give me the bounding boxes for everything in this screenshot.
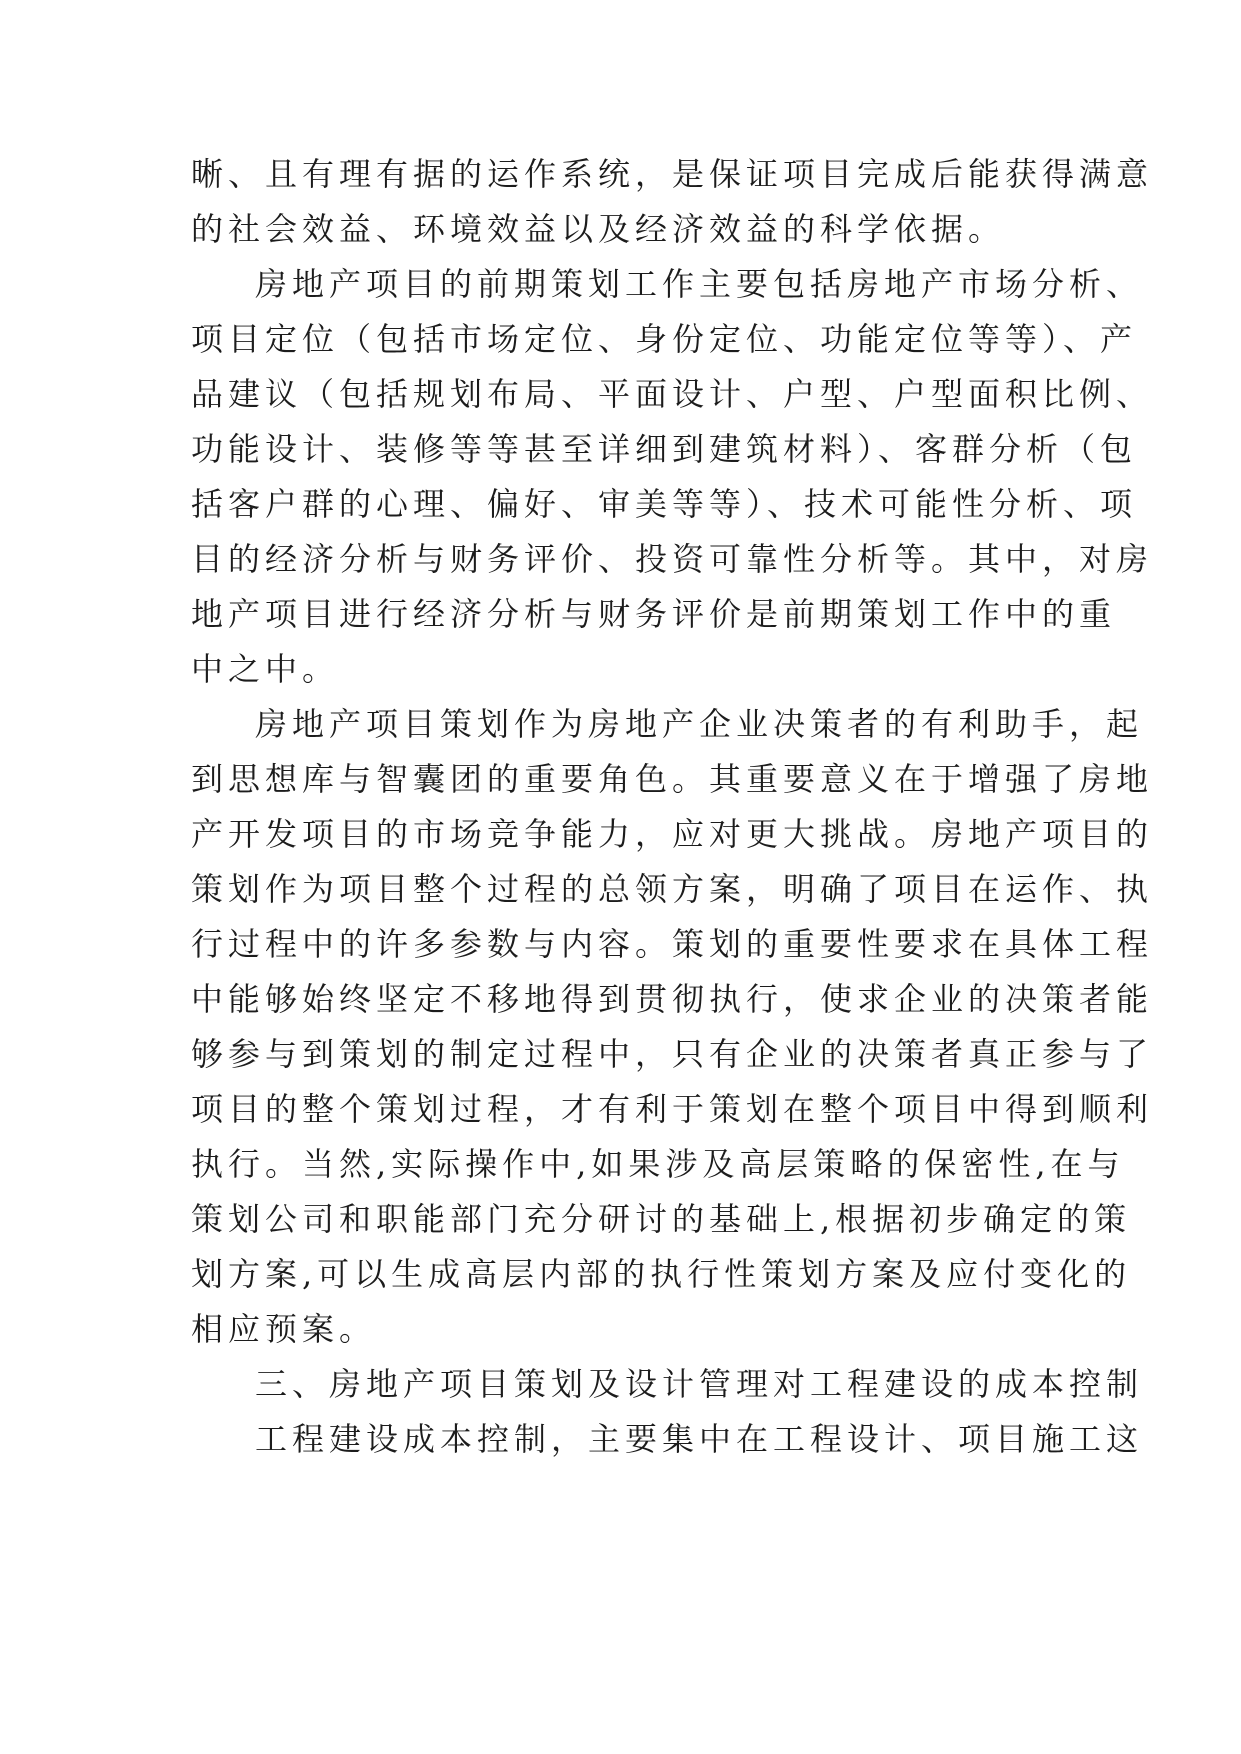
text-line-1: 晰、且有理有据的运作系统，是保证项目完成后能获得满意 bbox=[191, 155, 1154, 193]
paragraph-2-line-11: 划方案,可以生成高层内部的执行性策划方案及应付变化的 bbox=[191, 1255, 1132, 1293]
paragraph-1-line-6: 目的经济分析与财务评价、投资可靠性分析等。其中，对房 bbox=[191, 540, 1154, 578]
paragraph-2-line-12: 相应预案。 bbox=[191, 1310, 377, 1348]
paragraph-2-line-10: 策划公司和职能部门充分研讨的基础上,根据初步确定的策 bbox=[191, 1200, 1132, 1238]
paragraph-1-line-7: 地产项目进行经济分析与财务评价是前期策划工作中的重 bbox=[191, 595, 1117, 633]
paragraph-1-line-8: 中之中。 bbox=[191, 650, 340, 688]
section-heading: 三、房地产项目策划及设计管理对工程建设的成本控制 bbox=[255, 1365, 1144, 1403]
paragraph-2-line-6: 中能够始终坚定不移地得到贯彻执行，使求企业的决策者能 bbox=[191, 980, 1154, 1018]
paragraph-2-line-5: 行过程中的许多参数与内容。策划的重要性要求在具体工程 bbox=[191, 925, 1154, 963]
paragraph-2-line-3: 产开发项目的市场竞争能力，应对更大挑战。房地产项目的 bbox=[191, 815, 1154, 853]
paragraph-1-line-5: 括客户群的心理、偏好、审美等等）、技术可能性分析、项 bbox=[191, 485, 1138, 523]
paragraph-2-line-1: 房地产项目策划作为房地产企业决策者的有利助手，起 bbox=[255, 705, 1144, 743]
paragraph-2-line-2: 到思想库与智囊团的重要角色。其重要意义在于增强了房地 bbox=[191, 760, 1154, 798]
paragraph-2-line-4: 策划作为项目整个过程的总领方案，明确了项目在运作、执 bbox=[191, 870, 1154, 908]
paragraph-1-line-2: 项目定位（包括市场定位、身份定位、功能定位等等）、产 bbox=[191, 320, 1138, 358]
paragraph-2-line-8: 项目的整个策划过程，才有利于策划在整个项目中得到顺利 bbox=[191, 1090, 1154, 1128]
paragraph-2-line-7: 够参与到策划的制定过程中，只有企业的决策者真正参与了 bbox=[191, 1035, 1154, 1073]
paragraph-2-line-9: 执行。当然,实际操作中,如果涉及高层策略的保密性,在与 bbox=[191, 1145, 1125, 1183]
paragraph-1-line-4: 功能设计、装修等等甚至详细到建筑材料）、客群分析（包 bbox=[191, 430, 1138, 468]
paragraph-1-line-3: 品建议（包括规划布局、平面设计、户型、户型面积比例、 bbox=[191, 375, 1154, 413]
text-line-2: 的社会效益、环境效益以及经济效益的科学依据。 bbox=[191, 210, 1006, 248]
paragraph-3-line-1: 工程建设成本控制，主要集中在工程设计、项目施工这 bbox=[255, 1420, 1144, 1458]
paragraph-1-line-1: 房地产项目的前期策划工作主要包括房地产市场分析、 bbox=[255, 265, 1144, 303]
